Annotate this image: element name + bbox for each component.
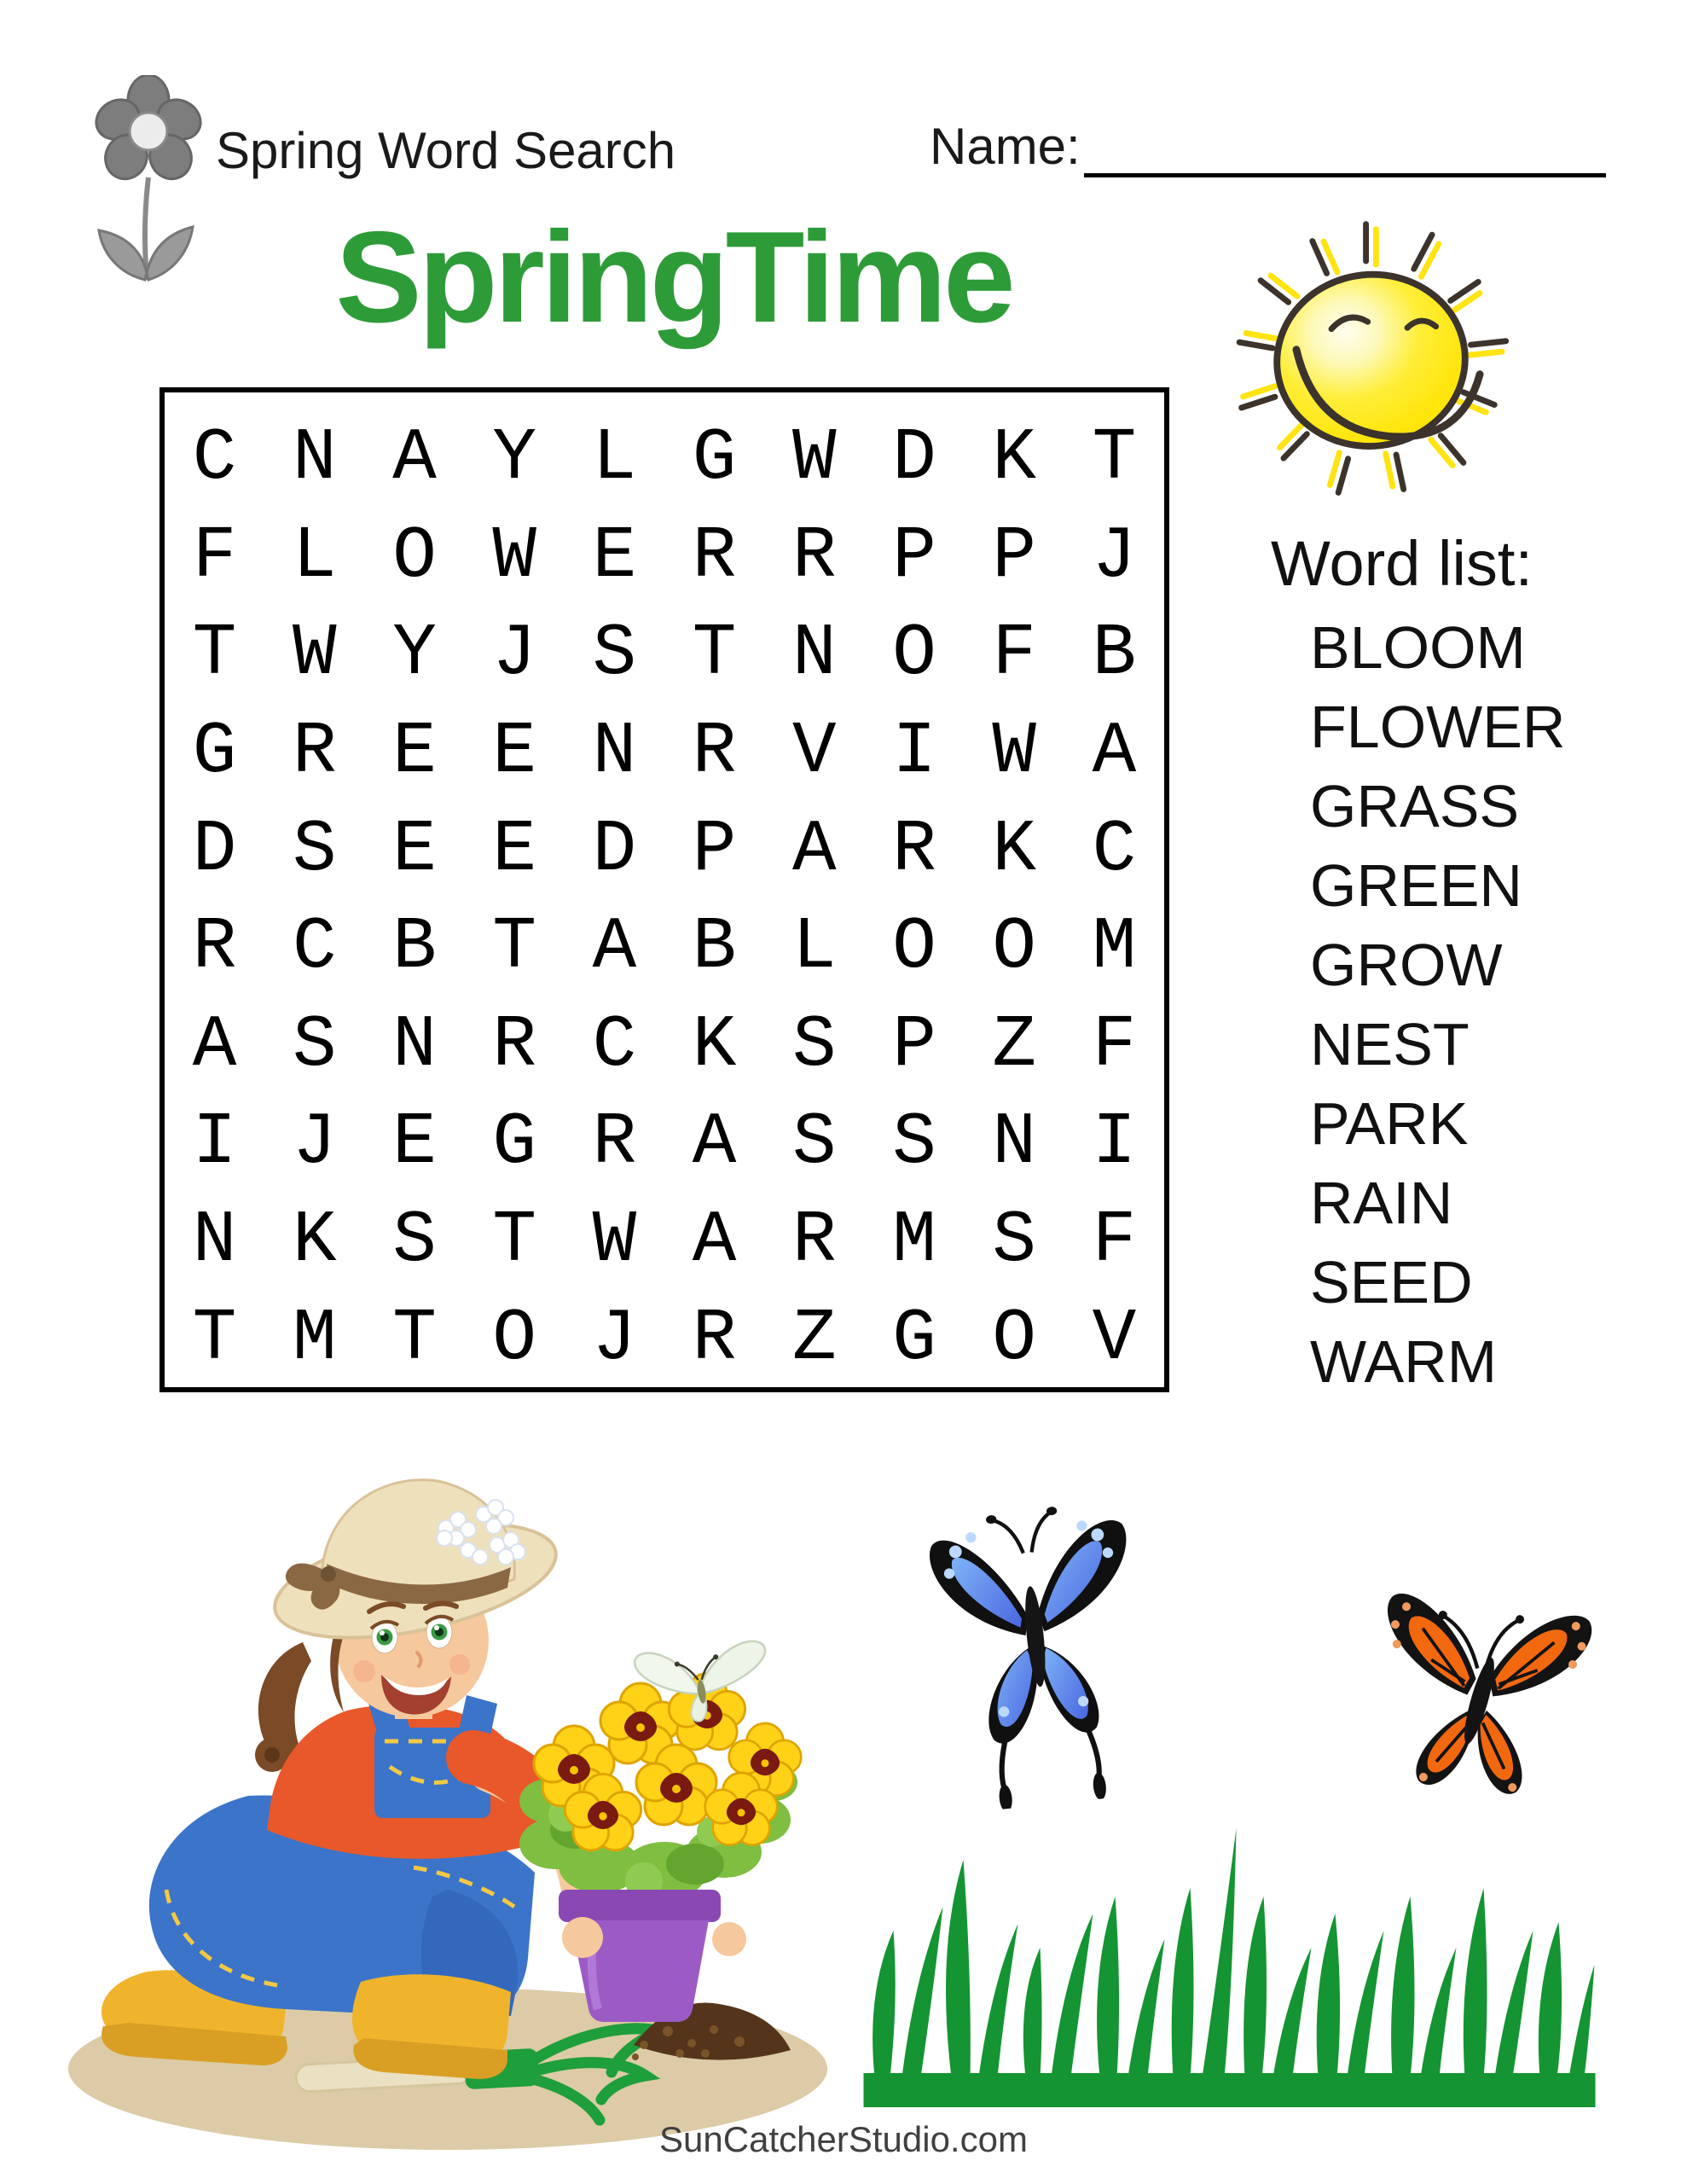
grid-cell-r3c4[interactable]: J bbox=[492, 612, 536, 696]
gardener-girl bbox=[101, 1480, 586, 2079]
grid-cell-r2c6[interactable]: R bbox=[692, 514, 737, 598]
grid-cell-r3c6[interactable]: T bbox=[692, 612, 737, 696]
grid-cell-r10c4[interactable]: O bbox=[492, 1296, 536, 1380]
grid-cell-r8c7[interactable]: S bbox=[791, 1101, 837, 1185]
grid-cell-r10c2[interactable]: M bbox=[292, 1296, 337, 1380]
grid-cell-r7c8[interactable]: P bbox=[892, 1002, 936, 1087]
page-title: Spring Word Search bbox=[216, 122, 676, 179]
grid-cell-r6c2[interactable]: C bbox=[292, 905, 337, 990]
grid-cell-r4c7[interactable]: V bbox=[791, 710, 837, 794]
grid-cell-r1c9[interactable]: K bbox=[992, 416, 1036, 501]
grid-cell-r1c6[interactable]: G bbox=[692, 416, 737, 501]
grid-cell-r2c9[interactable]: P bbox=[992, 514, 1036, 598]
grid-cell-r8c2[interactable]: J bbox=[292, 1101, 337, 1185]
word-list-item: WARM bbox=[1310, 1328, 1498, 1395]
grid-cell-r4c8[interactable]: I bbox=[892, 710, 936, 794]
grid-cell-r5c1[interactable]: D bbox=[192, 807, 237, 892]
grid-cell-r2c3[interactable]: O bbox=[392, 514, 437, 598]
grid-cell-r5c7[interactable]: A bbox=[791, 807, 837, 892]
word-list-item: FLOWER bbox=[1310, 694, 1566, 760]
grid-cell-r7c10[interactable]: F bbox=[1092, 1002, 1137, 1087]
grid-cell-r5c3[interactable]: E bbox=[392, 807, 437, 892]
grid-cell-r6c10[interactable]: M bbox=[1092, 905, 1137, 990]
grid-cell-r3c5[interactable]: S bbox=[592, 612, 637, 696]
grid-cell-r4c9[interactable]: W bbox=[992, 710, 1036, 794]
word-list-item: PARK bbox=[1310, 1090, 1469, 1157]
grid-cell-r3c1[interactable]: T bbox=[192, 612, 237, 696]
grid-cell-r8c8[interactable]: S bbox=[892, 1101, 936, 1185]
grid-cell-r3c7[interactable]: N bbox=[791, 612, 837, 696]
grid-cell-r3c10[interactable]: B bbox=[1092, 612, 1137, 696]
pansies bbox=[534, 1674, 801, 1850]
grid-cell-r7c9[interactable]: Z bbox=[992, 1002, 1036, 1087]
word-grid bbox=[159, 387, 1169, 1392]
grid-cell-r4c10[interactable]: A bbox=[1092, 710, 1137, 794]
grid-cell-r10c9[interactable]: O bbox=[992, 1296, 1036, 1380]
grid-cell-r4c3[interactable]: E bbox=[392, 710, 437, 794]
word-list-item: GRASS bbox=[1310, 773, 1520, 839]
footer-site-text: SunCatcherStudio.com bbox=[659, 2119, 1028, 2159]
grid-cell-r8c4[interactable]: G bbox=[492, 1101, 536, 1185]
grid-cell-r8c3[interactable]: E bbox=[392, 1101, 437, 1185]
word-list-panel bbox=[1271, 527, 1565, 1402]
grid-cell-r2c4[interactable]: W bbox=[492, 514, 536, 598]
grid-cell-r3c3[interactable]: Y bbox=[392, 612, 437, 696]
grid-cell-r7c2[interactable]: S bbox=[292, 1002, 337, 1087]
grid-cell-r4c6[interactable]: R bbox=[692, 710, 737, 794]
grid-cell-r6c1[interactable]: R bbox=[192, 905, 237, 990]
name-label: Name: bbox=[930, 118, 1081, 175]
grid-cell-r5c4[interactable]: E bbox=[492, 807, 536, 892]
grid-cell-r2c8[interactable]: P bbox=[892, 514, 936, 598]
grid-cell-r6c9[interactable]: O bbox=[992, 905, 1036, 990]
grid-cell-r9c10[interactable]: F bbox=[1092, 1199, 1137, 1283]
word-list-item: GROW bbox=[1310, 932, 1503, 998]
grid-cell-r1c3[interactable]: A bbox=[392, 416, 437, 501]
word-list-heading: Word list: bbox=[1271, 528, 1533, 599]
grid-cell-r9c7[interactable]: R bbox=[791, 1199, 837, 1283]
grid-cell-r9c1[interactable]: N bbox=[192, 1199, 237, 1283]
grid-cell-r1c8[interactable]: D bbox=[892, 416, 936, 501]
grid-cell-r9c2[interactable]: K bbox=[292, 1199, 337, 1283]
grid-cell-r1c2[interactable]: N bbox=[292, 416, 337, 501]
gardener-illustration bbox=[47, 1429, 874, 2184]
grid-cell-r8c1[interactable]: I bbox=[192, 1101, 237, 1185]
grid-cell-r5c6[interactable]: P bbox=[692, 807, 737, 892]
grid-cell-r4c1[interactable]: G bbox=[192, 710, 237, 794]
grid-cell-r9c3[interactable]: S bbox=[392, 1199, 437, 1283]
blue-butterfly-icon bbox=[901, 1477, 1180, 1816]
word-list-item: NEST bbox=[1310, 1011, 1470, 1077]
name-blank-line[interactable] bbox=[1084, 117, 1606, 177]
word-list bbox=[1271, 608, 1565, 1402]
grid-cell-r10c10[interactable]: V bbox=[1092, 1296, 1137, 1380]
grid-cell-r6c8[interactable]: O bbox=[892, 905, 936, 990]
grid-cell-r10c7[interactable]: Z bbox=[791, 1296, 837, 1380]
grid-cell-r10c8[interactable]: G bbox=[892, 1296, 936, 1380]
grid-cell-r5c8[interactable]: R bbox=[892, 807, 936, 892]
grid-cell-r8c9[interactable]: N bbox=[992, 1101, 1036, 1185]
grid-cell-r6c6[interactable]: B bbox=[692, 905, 737, 990]
grid-cell-r7c4[interactable]: R bbox=[492, 1002, 536, 1087]
grid-cell-r10c5[interactable]: J bbox=[592, 1296, 637, 1380]
grid-cell-r9c6[interactable]: A bbox=[692, 1199, 737, 1283]
grid-cell-r10c1[interactable]: T bbox=[192, 1296, 237, 1380]
grid-cell-r6c4[interactable]: T bbox=[492, 905, 536, 990]
grid-cell-r5c10[interactable]: C bbox=[1092, 807, 1137, 892]
grid-cell-r9c5[interactable]: W bbox=[592, 1199, 637, 1283]
grid-cell-r7c5[interactable]: C bbox=[592, 1002, 637, 1087]
grid-cell-r8c5[interactable]: R bbox=[592, 1101, 637, 1185]
grid-cell-r7c7[interactable]: S bbox=[791, 1002, 837, 1087]
footer bbox=[0, 2119, 1687, 2160]
flower-center bbox=[130, 113, 167, 150]
grid-cell-r5c9[interactable]: K bbox=[992, 807, 1036, 892]
grid-cell-r4c2[interactable]: R bbox=[292, 710, 337, 794]
grid-cell-r8c10[interactable]: I bbox=[1092, 1101, 1137, 1185]
grid-cell-r1c7[interactable]: W bbox=[791, 416, 837, 501]
grid-cell-r4c5[interactable]: N bbox=[592, 710, 637, 794]
grid-cell-r2c1[interactable]: F bbox=[192, 514, 237, 598]
grass-icon bbox=[849, 1779, 1612, 2107]
grid-cell-r1c1[interactable]: C bbox=[192, 416, 237, 501]
grid-cell-r6c7[interactable]: L bbox=[791, 905, 837, 990]
grid-cell-r7c6[interactable]: K bbox=[692, 1002, 737, 1087]
grid-cell-r1c4[interactable]: Y bbox=[492, 416, 536, 501]
grid-cell-r8c6[interactable]: A bbox=[692, 1101, 737, 1185]
grid-cell-r2c2[interactable]: L bbox=[292, 514, 337, 598]
grid-cell-r5c5[interactable]: D bbox=[592, 807, 637, 892]
grid-cell-r1c10[interactable]: T bbox=[1092, 416, 1137, 501]
grid-cell-r7c1[interactable]: A bbox=[192, 1002, 237, 1087]
grid-cell-r3c8[interactable]: O bbox=[892, 612, 936, 696]
grid-cell-r6c3[interactable]: B bbox=[392, 905, 437, 990]
grid-cell-r10c6[interactable]: R bbox=[692, 1296, 737, 1380]
girl-hand-right bbox=[712, 1922, 746, 1956]
grid-cell-r1c5[interactable]: L bbox=[592, 416, 637, 501]
grid-cell-r2c7[interactable]: R bbox=[791, 514, 837, 598]
word-list-item: SEED bbox=[1310, 1249, 1473, 1316]
name-row bbox=[930, 116, 1606, 177]
grid-cell-r9c4[interactable]: T bbox=[492, 1199, 536, 1283]
grid-cell-r9c8[interactable]: M bbox=[892, 1199, 936, 1283]
grid-cell-r3c9[interactable]: F bbox=[992, 612, 1036, 696]
grid-cell-r2c10[interactable]: J bbox=[1092, 514, 1137, 598]
puzzle-title: SpringTime bbox=[335, 205, 1012, 350]
word-list-item: BLOOM bbox=[1310, 614, 1526, 681]
girl-hand-left bbox=[562, 1917, 603, 1958]
grid-cell-r6c5[interactable]: A bbox=[592, 905, 637, 990]
sun-icon bbox=[1211, 209, 1531, 499]
pansy-bouquet bbox=[519, 1674, 801, 1901]
word-list-item: RAIN bbox=[1310, 1170, 1453, 1236]
grid-cell-r7c3[interactable]: N bbox=[392, 1002, 437, 1087]
grid-cell-r3c2[interactable]: W bbox=[292, 612, 337, 696]
grid-cell-r4c4[interactable]: E bbox=[492, 710, 536, 794]
grid-cell-r5c2[interactable]: S bbox=[292, 807, 337, 892]
word-list-item: GREEN bbox=[1310, 852, 1522, 919]
grid-cell-r2c5[interactable]: E bbox=[592, 514, 637, 598]
grid-cell-r9c9[interactable]: S bbox=[992, 1199, 1036, 1283]
grid-cell-r10c3[interactable]: T bbox=[392, 1296, 437, 1380]
